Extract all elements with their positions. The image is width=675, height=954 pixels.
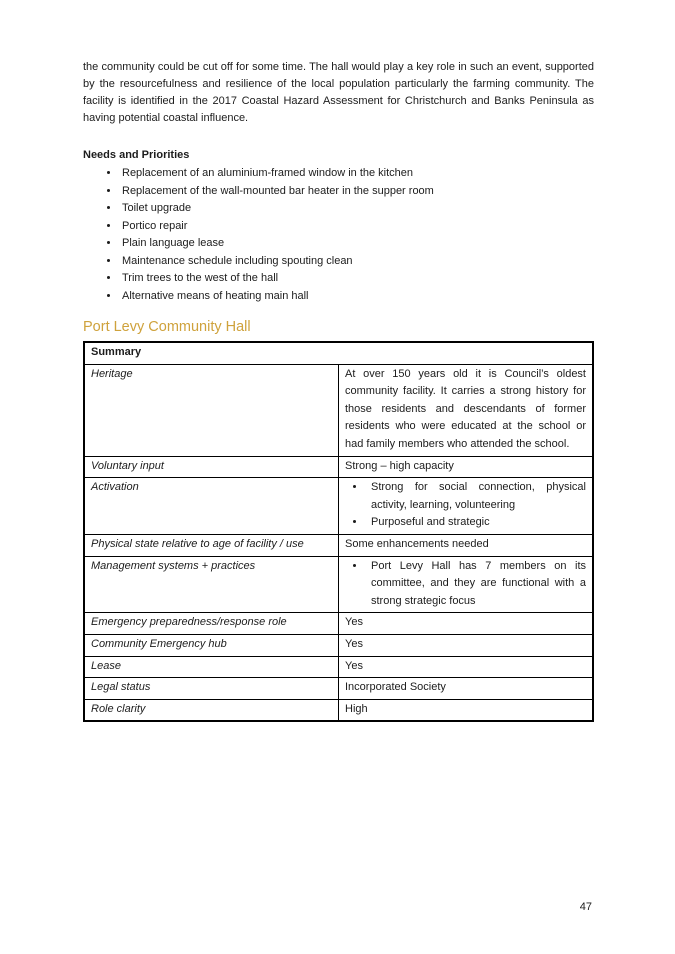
table-row-value: At over 150 years old it is Council’s oldest community facility. It carries a strong history for those residents and descendants of former residents who were educated at the school or had family members who attended the school. <box>339 364 594 456</box>
table-row-label: Heritage <box>84 364 339 456</box>
needs-and-priorities-heading: Needs and Priorities <box>83 149 190 161</box>
table-row-value <box>339 478 594 535</box>
table-row <box>84 478 593 535</box>
table-row <box>84 613 593 635</box>
cell-bullet-item: • Strong for social connection, physical activity, learning, volunteering <box>366 479 586 514</box>
needs-list-item: • Replacement of the wall-mounted bar heater in the supper room <box>120 183 594 201</box>
page-number: 47 <box>579 901 592 913</box>
table-row-value: Yes <box>339 634 594 656</box>
table-row <box>84 534 593 556</box>
table-row-label: Role clarity <box>84 699 339 721</box>
page-content <box>83 59 594 722</box>
needs-list-item: • Replacement of an aluminium-framed window in the kitchen <box>120 165 594 183</box>
needs-list <box>83 165 594 305</box>
table-header-summary: Summary <box>84 342 593 364</box>
cell-bullet-item: • Port Levy Hall has 7 members on its committee, and they are functional with a strong strategic focus <box>366 558 586 611</box>
summary-table-body <box>84 342 593 721</box>
needs-list-item: • Plain language lease <box>120 235 594 253</box>
table-row-value: Incorporated Society <box>339 678 594 700</box>
table-row-value: Strong – high capacity <box>339 456 594 478</box>
table-row <box>84 678 593 700</box>
table-row <box>84 556 593 613</box>
table-row <box>84 634 593 656</box>
table-row-value: Yes <box>339 613 594 635</box>
table-row-value: High <box>339 699 594 721</box>
cell-bullet-item: • Purposeful and strategic <box>366 514 586 532</box>
table-header-row <box>84 342 593 364</box>
needs-list-item: • Toilet upgrade <box>120 200 594 218</box>
table-row <box>84 656 593 678</box>
needs-list-item: • Portico repair <box>120 218 594 236</box>
cell-bullet-list <box>345 479 586 532</box>
table-row-label: Lease <box>84 656 339 678</box>
table-row <box>84 364 593 456</box>
table-row-label: Voluntary input <box>84 456 339 478</box>
table-row-label: Community Emergency hub <box>84 634 339 656</box>
table-row-value <box>339 556 594 613</box>
needs-list-item: • Alternative means of heating main hall <box>120 288 594 306</box>
table-row-label: Legal status <box>84 678 339 700</box>
intro-paragraph: the community could be cut off for some time. The hall would play a key role in such an event, supported by the resourcefulness and resilience of the local population particularly the farming community. The facility is identified in the 2017 Coastal Hazard Assessment for Christchurch and Banks Peninsula as having potential coastal influence. <box>83 61 594 124</box>
table-row-value: Some enhancements needed <box>339 534 594 556</box>
table-row-label: Emergency preparedness/response role <box>84 613 339 635</box>
summary-table <box>83 341 594 722</box>
needs-list-item: • Trim trees to the west of the hall <box>120 270 594 288</box>
table-row-value: Yes <box>339 656 594 678</box>
table-row-label: Activation <box>84 478 339 535</box>
needs-list-item: • Maintenance schedule including spouting clean <box>120 253 594 271</box>
table-row <box>84 699 593 721</box>
table-row <box>84 456 593 478</box>
section-heading-port-levy-community-hall: Port Levy Community Hall <box>83 319 251 335</box>
cell-bullet-list <box>345 558 586 611</box>
table-row-label: Physical state relative to age of facility / use <box>84 534 339 556</box>
table-row-label: Management systems + practices <box>84 556 339 613</box>
